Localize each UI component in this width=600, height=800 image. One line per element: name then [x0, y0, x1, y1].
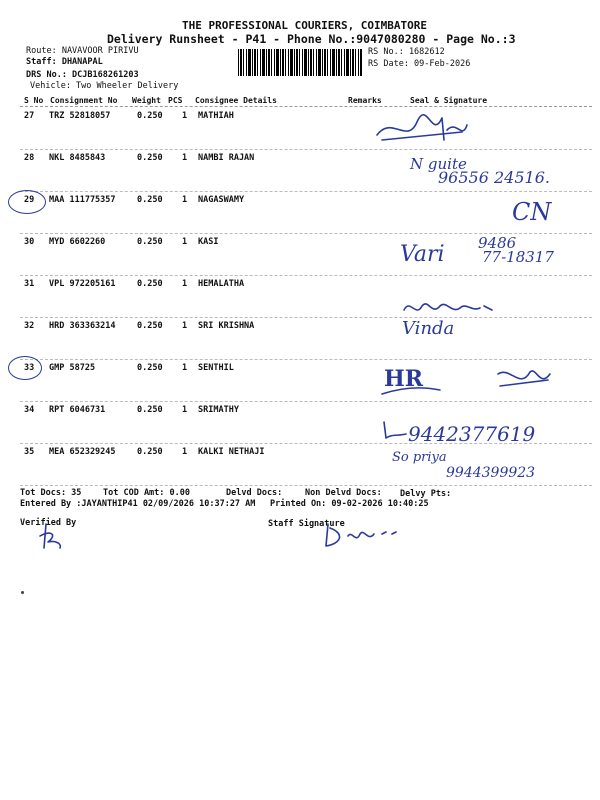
- cell-pcs: 1: [182, 153, 188, 163]
- table-row: [20, 275, 592, 318]
- table-row: [20, 107, 592, 150]
- col-weight: Weight: [132, 96, 161, 105]
- cell-weight: 0.250: [137, 321, 163, 331]
- cell-pcs: 1: [182, 447, 188, 457]
- handwriting-row-30-num-a: 9486: [478, 234, 517, 252]
- company-title: THE PROFESSIONAL COURIERS, COIMBATORE: [182, 19, 428, 32]
- cell-pcs: 1: [182, 111, 188, 121]
- cell-sno: 28: [24, 153, 35, 163]
- cell-sno: 27: [24, 111, 35, 121]
- cell-consignment-no: NKL 8485843: [49, 153, 106, 163]
- cell-consignee: NAMBI RAJAN: [198, 153, 255, 163]
- col-sno: S No: [24, 96, 44, 105]
- verifier-signature: [36, 522, 66, 552]
- staff-signature-label: Staff Signature: [268, 519, 345, 529]
- handwriting-row-28-phone: 96556 24516.: [438, 168, 550, 187]
- delivery-points: Delvy Pts:: [400, 489, 452, 499]
- entered-by: Entered By :JAYANTHIP41 02/09/2026 10:37:27 AM: [20, 499, 256, 509]
- scan-dot: [21, 591, 24, 594]
- signature-row-27: [372, 110, 472, 150]
- col-remarks: Remarks: [348, 96, 382, 105]
- col-pcs: PCS: [168, 96, 183, 105]
- cell-consignee: SRIMATHY: [198, 405, 239, 415]
- signature-row-34-mark: [380, 420, 410, 442]
- cell-consignment-no: MEA 652329245: [49, 447, 116, 457]
- handwriting-row-32: Vinda: [402, 318, 455, 339]
- runsheet-title: Delivery Runsheet - P41 - Phone No.:9047080280 - Page No.:3: [107, 32, 516, 46]
- cell-weight: 0.250: [137, 363, 163, 373]
- cell-consignee: SENTHIL: [198, 363, 234, 373]
- cell-weight: 0.250: [137, 195, 163, 205]
- cell-consignee: SRI KRISHNA: [198, 321, 255, 331]
- cell-weight: 0.250: [137, 279, 163, 289]
- table-row: [20, 317, 592, 360]
- cell-weight: 0.250: [137, 405, 163, 415]
- cell-pcs: 1: [182, 195, 188, 205]
- rs-number: RS No.: 1682612: [368, 47, 445, 57]
- row-33-circle-mark: [8, 356, 42, 380]
- cell-consignee: KALKI NETHAJI: [198, 447, 265, 457]
- delivered-docs: Delvd Docs:: [226, 488, 283, 498]
- cell-weight: 0.250: [137, 153, 163, 163]
- cell-pcs: 1: [182, 363, 188, 373]
- cell-pcs: 1: [182, 279, 188, 289]
- handwriting-row-35-name: So priya: [392, 450, 447, 465]
- cell-pcs: 1: [182, 237, 188, 247]
- column-header-row: [20, 94, 592, 107]
- cell-consignment-no: GMP 58725: [49, 363, 96, 373]
- non-delivered-docs: Non Delvd Docs:: [305, 488, 382, 498]
- cell-consignment-no: TRZ 52818057: [49, 111, 111, 121]
- handwriting-row-28-name: N guite: [410, 155, 467, 173]
- cell-consignment-no: MYD 6602260: [49, 237, 106, 247]
- barcode: [238, 49, 362, 76]
- vehicle-label: Vehicle: Two Wheeler Delivery: [30, 81, 179, 91]
- cell-sno: 33: [24, 363, 35, 373]
- table-row: [20, 191, 592, 234]
- cell-sno: 30: [24, 237, 35, 247]
- cell-sno: 34: [24, 405, 35, 415]
- handwriting-row-29: CN: [512, 198, 552, 226]
- staff-signature: [320, 520, 420, 550]
- cell-consignment-no: VPL 972205161: [49, 279, 116, 289]
- cell-consignment-no: HRD 363363214: [49, 321, 116, 331]
- cell-weight: 0.250: [137, 447, 163, 457]
- cell-pcs: 1: [182, 405, 188, 415]
- cell-consignee: HEMALATHA: [198, 279, 245, 289]
- cell-sno: 35: [24, 447, 35, 457]
- route-label: Route: NAVAVOOR PIRIVU: [26, 46, 139, 56]
- total-docs: Tot Docs: 35: [20, 488, 82, 498]
- handwriting-row-34: 9442377619: [408, 422, 536, 446]
- cell-consignment-no: RPT 6046731: [49, 405, 106, 415]
- cell-consignee: KASI: [198, 237, 219, 247]
- cell-sno: 29: [24, 195, 35, 205]
- handwriting-row-30-name: Vari: [400, 242, 445, 267]
- verified-by-label: Verified By: [20, 518, 77, 528]
- cell-sno: 31: [24, 279, 35, 289]
- cell-sno: 32: [24, 321, 35, 331]
- col-consignee: Consignee Details: [195, 96, 277, 105]
- handwriting-row-35-phone: 9944399923: [446, 465, 536, 481]
- cell-consignment-no: MAA 111775357: [49, 195, 116, 205]
- cell-weight: 0.250: [137, 237, 163, 247]
- col-consignment: Consignment No: [50, 96, 118, 105]
- printed-on: Printed On: 09-02-2026 10:40:25: [270, 499, 429, 509]
- handwriting-row-33: HR: [384, 366, 424, 392]
- handwriting-row-30-num-b: 77-18317: [482, 248, 554, 266]
- signature-row-33: [380, 364, 560, 398]
- cell-consignee: NAGASWAMY: [198, 195, 245, 205]
- cell-consignee: MATHIAH: [198, 111, 234, 121]
- total-cod-amount: Tot COD Amt: 0.00: [103, 488, 190, 498]
- cell-weight: 0.250: [137, 111, 163, 121]
- signature-row-32-script: [400, 296, 500, 320]
- staff-label: Staff: DHANAPAL: [26, 57, 103, 67]
- rs-date: RS Date: 09-Feb-2026: [368, 59, 471, 69]
- cell-pcs: 1: [182, 321, 188, 331]
- col-seal-signature: Seal & Signature: [410, 96, 488, 105]
- drs-number: DRS No.: DCJB168261203: [26, 70, 139, 80]
- row-29-circle-mark: [8, 190, 46, 214]
